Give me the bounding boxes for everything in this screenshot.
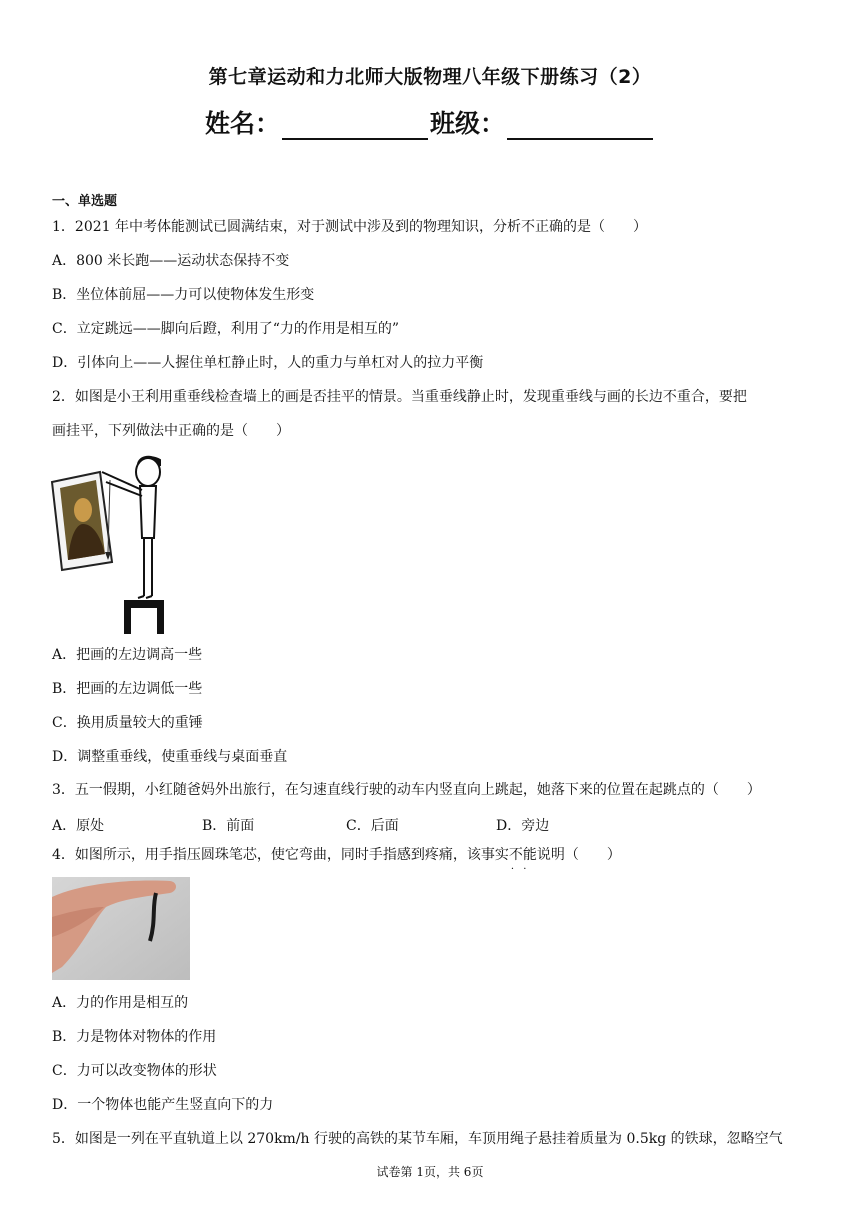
plumb-line-picture-figure <box>50 452 170 636</box>
question-4-stem <box>52 846 621 864</box>
framed-painting <box>52 472 112 570</box>
question-1-stem: 1．2021 年中考体能测试已圆满结束，对于测试中涉及到的物理知识，分析不正确的是（ ） <box>52 219 647 235</box>
question-2-stem-line2: 画挂平，下列做法中正确的是（ ） <box>52 423 290 439</box>
question-2-option-d: D．调整重垂线，使重垂线与桌面垂直 <box>52 749 288 765</box>
page-footer: 试卷第 1页，共 6页 <box>376 1165 484 1179</box>
question-4-stem-emphasis: 不能 · · <box>509 847 537 863</box>
question-4-option-a: A．力的作用是相互的 <box>52 995 189 1011</box>
question-1-option-c: C．立定跳远——脚向后蹬，利用了“力的作用是相互的” <box>52 321 400 337</box>
class-label: 班级： <box>430 109 506 138</box>
page-title: 第七章运动和力北师大版物理八年级下册练习（2） <box>208 66 652 88</box>
question-3-stem: 3．五一假期，小红随爸妈外出旅行，在匀速直线行驶的动车内竖直向上跳起，她落下来的位置在起跳点的（ ） <box>52 782 761 798</box>
person-figure <box>102 457 160 598</box>
stool <box>124 600 164 634</box>
question-4-stem-before: 4．如图所示，用手指压圆珠笔芯，使它弯曲，同时手指感到疼痛，该事实 <box>52 847 509 863</box>
question-3-option-b: B．前面 <box>202 818 255 834</box>
question-2-stem-line1: 2．如图是小王利用重垂线检查墙上的画是否挂平的情景。当重垂线静止时，发现重垂线与画的长边不重合，要把 <box>52 389 747 405</box>
question-3-option-d: D．旁边 <box>496 818 550 834</box>
question-3-options <box>52 815 549 835</box>
name-blank <box>282 114 428 140</box>
name-label: 姓名： <box>204 109 280 138</box>
question-2-option-c: C．换用质量较大的重锤 <box>52 715 203 731</box>
question-2-option-b: B．把画的左边调低一些 <box>52 681 203 697</box>
question-3-option-a: A．原处 <box>52 818 105 834</box>
finger-pen-photo <box>52 877 190 980</box>
question-2-option-a: A．把画的左边调高一些 <box>52 647 203 663</box>
section-heading: 一、单选题 <box>52 194 118 209</box>
class-blank <box>507 114 653 140</box>
question-1-option-b: B．坐位体前屈——力可以使物体发生形变 <box>52 287 315 303</box>
name-class-row <box>0 104 860 140</box>
question-3-option-c: C．后面 <box>346 818 399 834</box>
question-4-option-b: B．力是物体对物体的作用 <box>52 1029 217 1045</box>
question-4-option-c: C．力可以改变物体的形状 <box>52 1063 217 1079</box>
question-4-stem-after: 说明（ ） <box>536 847 621 863</box>
question-1-option-d: D．引体向上——人握住单杠静止时，人的重力与单杠对人的拉力平衡 <box>52 355 484 371</box>
question-4-option-d: D．一个物体也能产生竖直向下的力 <box>52 1097 274 1113</box>
question-1-option-a: A．800 米长跑——运动状态保持不变 <box>52 253 290 269</box>
question-5-stem: 5．如图是一列在平直轨道上以 270km/h 行驶的高铁的某节车厢，车顶用绳子悬挂着质量为 0.5kg 的铁球，忽略空气 <box>52 1131 783 1147</box>
